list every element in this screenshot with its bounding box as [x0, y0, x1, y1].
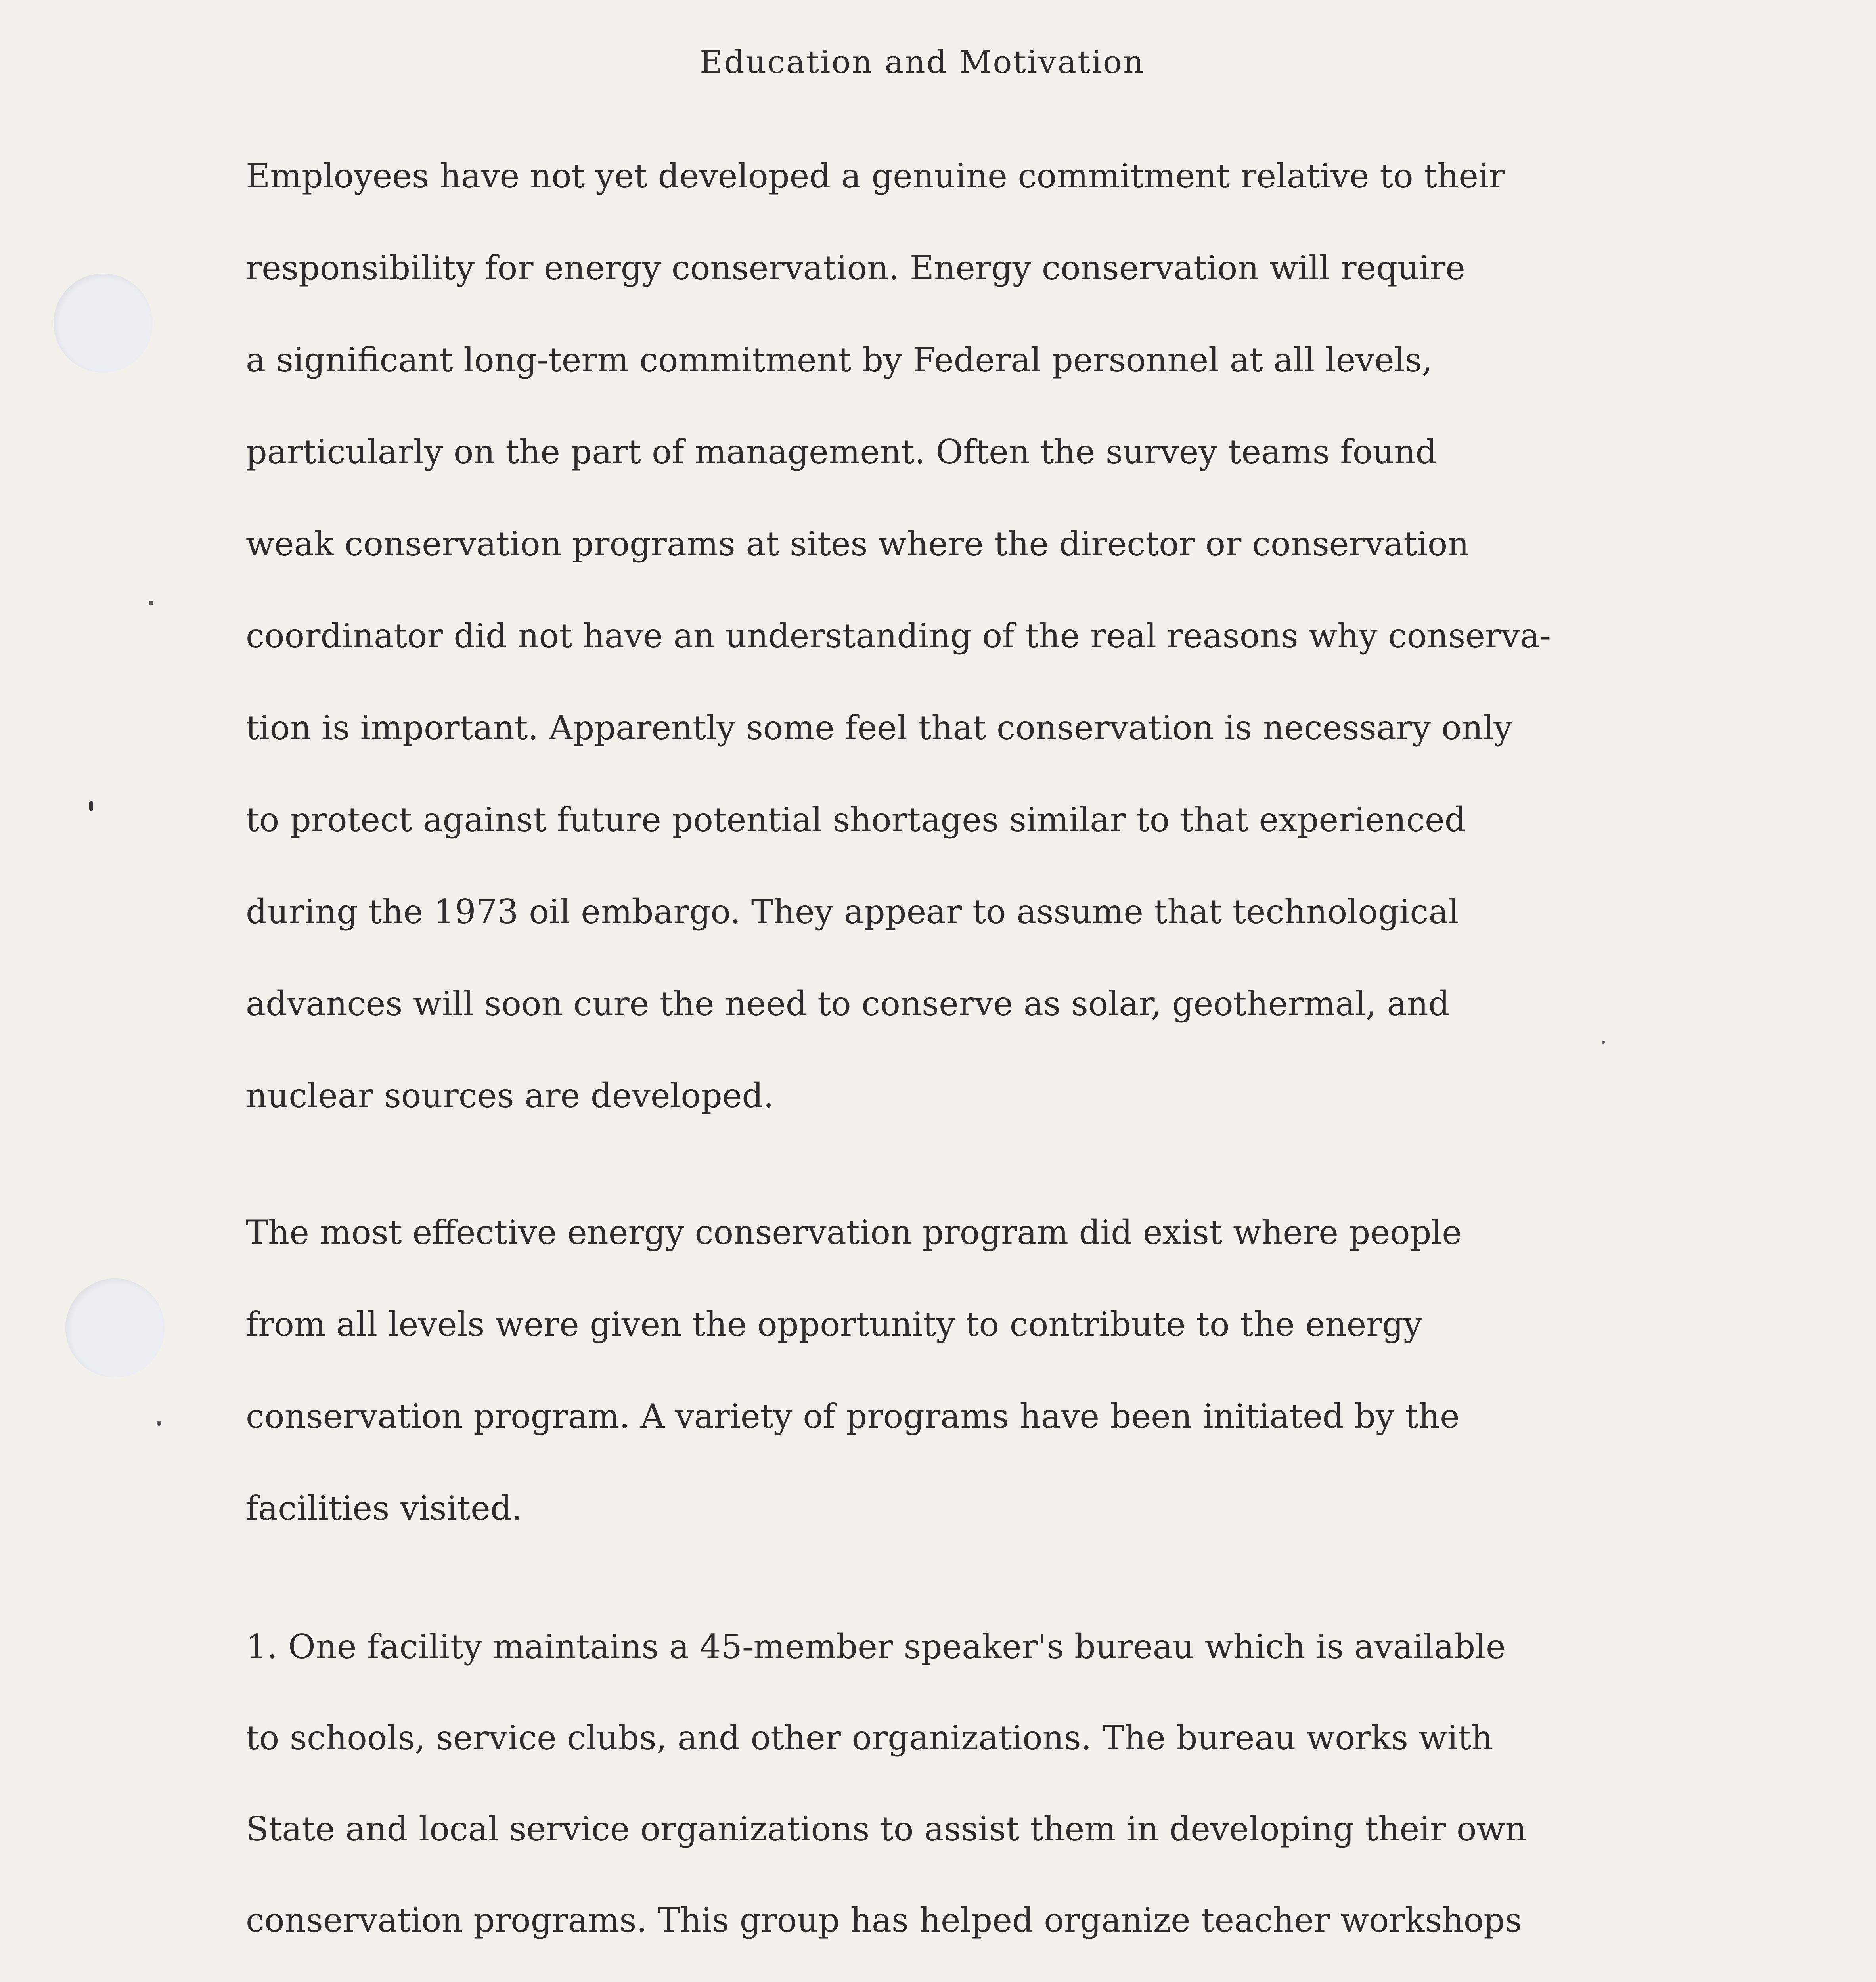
paragraph-1-line-6: coordinator did not have an understanding of the real reasons why conserva-: [246, 616, 1551, 655]
paragraph-3-line-2: to schools, service clubs, and other organizations. The bureau works with: [246, 1718, 1493, 1757]
paragraph-2-line-3: conservation program. A variety of programs have been initiated by the: [246, 1397, 1460, 1436]
paper-mark: [89, 801, 93, 811]
paragraph-1-line-2: responsibility for energy conservation. Energy conservation will require: [246, 249, 1465, 287]
paragraph-1-line-3: a significant long-term commitment by Federal personnel at all levels,: [246, 341, 1433, 379]
paragraph-1-line-7: tion is important. Apparently some feel that conservation is necessary only: [246, 708, 1513, 747]
paragraph-3-line-4: conservation programs. This group has helped organize teacher workshops: [246, 1901, 1522, 1940]
paragraph-1-line-8: to protect against future potential shortages similar to that experienced: [246, 800, 1466, 839]
paragraph-1-line-9: during the 1973 oil embargo. They appear to assume that technological: [246, 892, 1459, 931]
paragraph-3-line-1: 1. One facility maintains a 45-member speaker's bureau which is available: [246, 1627, 1506, 1666]
paragraph-1-line-11: nuclear sources are developed.: [246, 1076, 774, 1115]
paragraph-2-line-1: The most effective energy conservation program did exist where people: [246, 1213, 1462, 1252]
punch-hole-middle: [65, 1278, 165, 1377]
paragraph-3-line-3: State and local service organizations to assist them in developing their own: [246, 1810, 1527, 1848]
punch-hole-top: [54, 274, 153, 373]
paragraph-1-line-1: Employees have not yet developed a genuine commitment relative to their: [246, 157, 1505, 195]
paragraph-1-line-5: weak conservation programs at sites where the director or conservation: [246, 524, 1469, 563]
paragraph-2-line-4: facilities visited.: [246, 1489, 523, 1528]
paragraph-1-line-4: particularly on the part of management. Often the survey teams found: [246, 432, 1437, 471]
paper-speck: [149, 601, 153, 605]
page-title: Education and Motivation: [700, 44, 1145, 80]
paper-speck: [157, 1421, 161, 1426]
paragraph-1-line-10: advances will soon cure the need to conserve as solar, geothermal, and: [246, 984, 1450, 1023]
paper-speck: [1602, 1041, 1605, 1044]
paragraph-2-line-2: from all levels were given the opportunity to contribute to the energy: [246, 1305, 1422, 1344]
